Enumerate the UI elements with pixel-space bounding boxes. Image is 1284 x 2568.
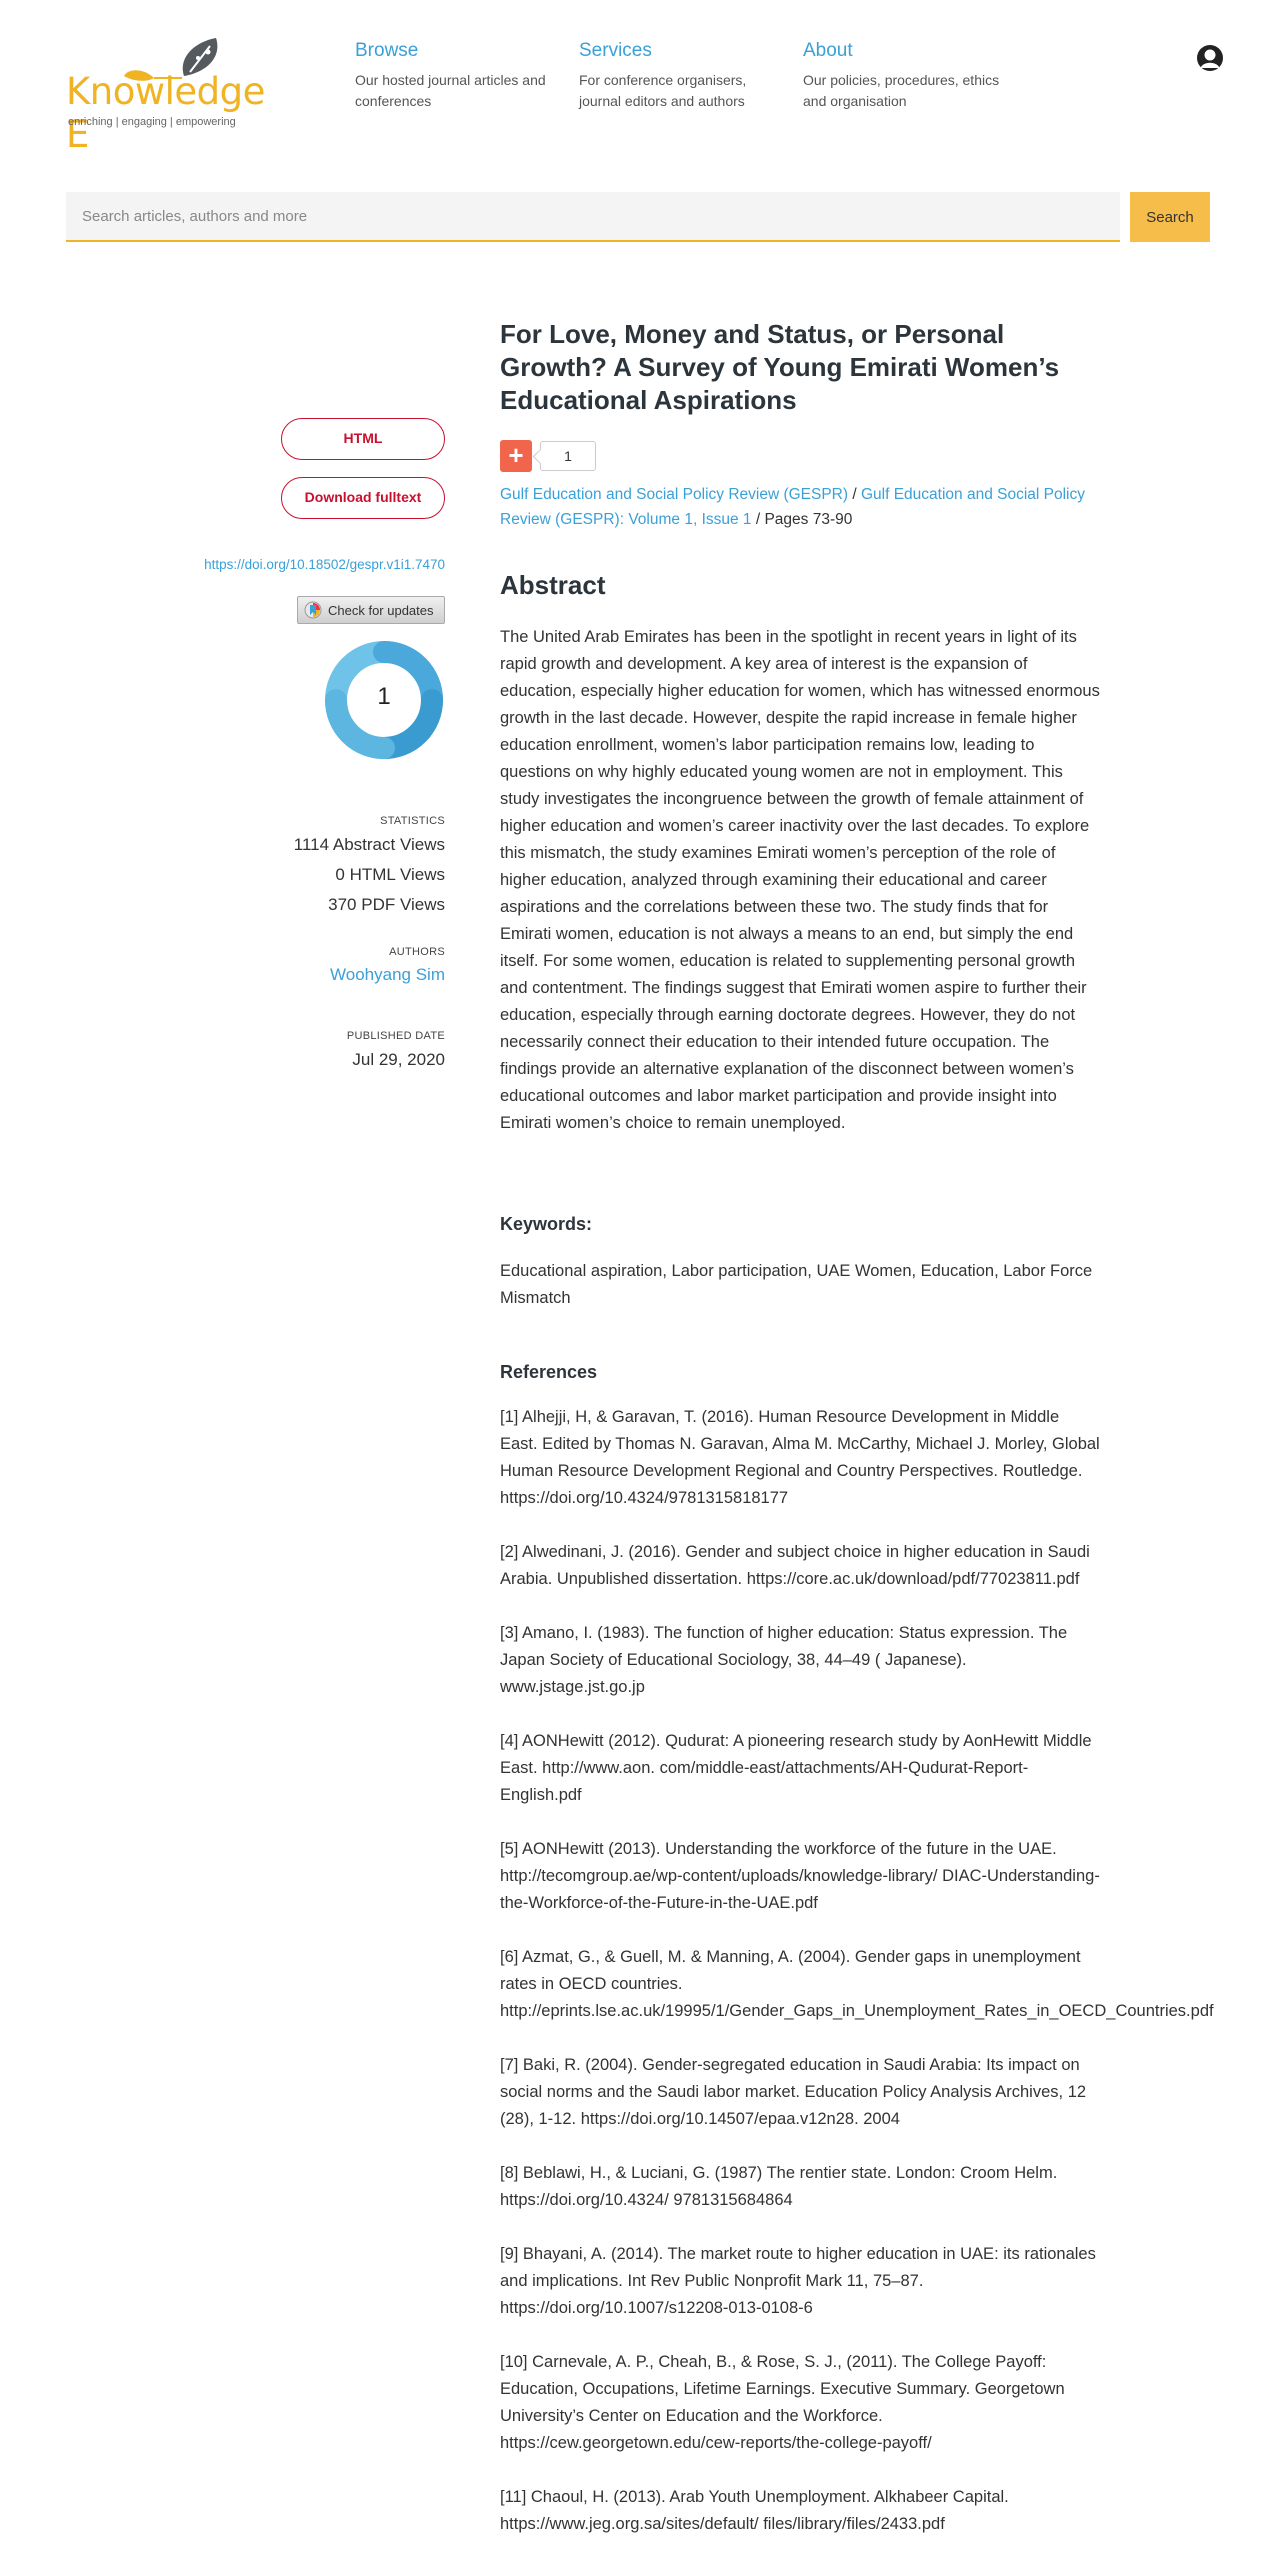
- user-icon[interactable]: [1196, 44, 1224, 72]
- nav-services-desc: For conference organisers, journal editors and authors: [579, 72, 747, 109]
- reference-item: [7] Baki, R. (2004). Gender-segregated education in Saudi Arabia: Its impact on social norms and the Saudi labor market. Education Policy Analysis Archives, 12 (28), 1-12. https://doi.org/10.14507/epaa.v12n28. 2004: [500, 2056, 1087, 2128]
- abstract-text: The United Arab Emirates has been in the spotlight in recent years in light of its rapid growth and development. A key area of interest is the expansion of education, especially higher education for women, which has witnessed enormous growth in the last decade. However, despite the rapid increase in female higher education enrollment, women’s labor participation remains low, leading to questions on why highly educated young women are not in employment. This study investigates the incongruence between the growth of female attainment of higher education and women’s career inactivity over the last decades. To explore this mismatch, the study examines Emirati women’s perception of the role of higher education, analyzed through examining their educational and career aspirations and the correlations between these two. The study finds that for Emirati women, education is not always a means to an end, but simply the end itself. For some women, education is related to supplementing personal growth and contentment. The findings suggest that Emirati women aspire to further their education, especially through earning doctorate degrees. However, they do not necessarily connect their education to their intended future occupation. The findings provide an alternative explanation of the disconnect between women’s educational outcomes and labor market participation and provide insight into Emirati women’s choice to remain unemployed.: [500, 628, 1100, 1132]
- reference-6-text: [6] Azmat, G., & Guell, M. & Manning, A. (2004). Gender gaps in unemployment rates in OECD countries.: [500, 1948, 1081, 1993]
- search-button[interactable]: Search: [1130, 192, 1210, 242]
- logo-tagline: enriching | engaging | empowering: [68, 116, 236, 128]
- reference-item: [1] Alhejji, H, & Garavan, T. (2016). Human Resource Development in Middle East. Edited by Thomas N. Garavan, Alma M. McCarthy, Michael J. Morley, Global Human Resource Development Regional and Country Perspectives. Routledge. https://doi.org/10.4324/9781315818177: [500, 1408, 1100, 1507]
- nav-services[interactable]: [579, 40, 779, 112]
- breadcrumb-journal-link[interactable]: Gulf Education and Social Policy Review (GESPR): [500, 486, 849, 503]
- reference-item: [8] Beblawi, H., & Luciani, G. (1987) The rentier state. London: Croom Helm. https://doi.org/10.4324/ 9781315684864: [500, 2164, 1058, 2209]
- reference-item: [2] Alwedinani, J. (2016). Gender and subject choice in higher education in Saudi Arabia. Unpublished dissertation. https://core.ac.uk/download/pdf/77023811.pdf: [500, 1543, 1090, 1588]
- reference-item: [500, 1944, 1270, 2025]
- published-date-label: PUBLISHED DATE: [346, 1030, 445, 1042]
- keywords-heading: Keywords:: [500, 1214, 593, 1234]
- html-button[interactable]: HTML: [281, 418, 445, 460]
- published-date: Jul 29, 2020: [352, 1050, 445, 1069]
- pdf-views: 370 PDF Views: [328, 895, 445, 914]
- references-list: [500, 1404, 1270, 2565]
- reference-item: [9] Bhayani, A. (2014). The market route to higher education in UAE: its rationales and implications. Int Rev Public Nonprofit Mark 11, 75–87. https://doi.org/10.1007/s12208-013-0108-6: [500, 2245, 1096, 2317]
- keywords-text: Educational aspiration, Labor participation, UAE Women, Education, Labor Force Mismatch: [500, 1262, 1093, 1307]
- abstract-views: 1114 Abstract Views: [293, 835, 445, 854]
- author-link[interactable]: Woohyang Sim: [330, 965, 445, 984]
- article-title: For Love, Money and Status, or Personal Growth? A Survey of Young Emirati Women’s Educational Aspirations: [500, 319, 1060, 415]
- reference-item: [4] AONHewitt (2012). Qudurat: A pioneering research study by AonHewitt Middle East. http://www.aon. com/middle-east/attachments/AH-Qudurat-Report-English.pdf: [500, 1732, 1092, 1804]
- authors-label: AUTHORS: [389, 946, 445, 958]
- breadcrumb-issue-link[interactable]: Gulf Education and Social Policy Review (GESPR): Volume 1, Issue 1: [500, 486, 1085, 528]
- reference-6-url: http://eprints.lse.ac.uk/19995/1/Gender_Gaps_in_Unemployment_Rates_in_OECD_Countries.pdf: [500, 2002, 1214, 2020]
- site-logo[interactable]: [66, 40, 265, 156]
- reference-item: [3] Amano, I. (1983). The function of higher education: Status expression. The Japan Society of Educational Sociology, 38, 44–49 ( Japanese). www.jstage.jst.go.jp: [500, 1624, 1068, 1696]
- references-heading: References: [500, 1362, 598, 1382]
- html-views: 0 HTML Views: [335, 865, 445, 884]
- nav-browse-title[interactable]: Browse: [355, 40, 419, 61]
- abstract-heading: Abstract: [500, 570, 606, 600]
- share-plus-icon[interactable]: +: [500, 440, 532, 472]
- nav-about[interactable]: [803, 40, 1003, 112]
- reference-item: [11] Chaoul, H. (2013). Arab Youth Unemployment. Alkhabeer Capital. https://www.jeg.org.sa/sites/default/ files/library/files/2433.pdf: [500, 2488, 1009, 2533]
- reference-item: [10] Carnevale, A. P., Cheah, B., & Rose, S. J., (2011). The College Payoff: Education, Occupations, Lifetime Earnings. Executive Summary. Georgetown University’s Center on Education and the Workforce. https://cew.georgetown.edu/cew-reports/the-college-payoff/: [500, 2353, 1065, 2452]
- statistics-label: STATISTICS: [380, 815, 445, 827]
- breadcrumb-separator: /: [848, 486, 861, 503]
- nav-services-title[interactable]: Services: [579, 40, 652, 61]
- nav-about-desc: Our policies, procedures, ethics and organisation: [803, 72, 1000, 109]
- check-for-updates-button[interactable]: [297, 596, 445, 624]
- share-count: 1: [540, 441, 596, 471]
- download-fulltext-button[interactable]: Download fulltext: [281, 477, 445, 519]
- breadcrumb-pages: / Pages 73-90: [751, 511, 853, 528]
- search-input[interactable]: [66, 192, 1120, 242]
- reference-item: [5] AONHewitt (2013). Understanding the workforce of the future in the UAE. http://tecomgroup.ae/wp-content/uploads/knowledge-library/ DIAC-Understanding-the-Workforce-of-the-Future-in-the-UAE.pdf: [500, 1840, 1100, 1912]
- logo-wordmark: Knowledge E: [66, 70, 265, 156]
- check-for-updates-label: Check for updates: [328, 602, 434, 618]
- crossmark-icon: [304, 601, 322, 619]
- breadcrumb: [500, 482, 1100, 532]
- doi-link[interactable]: https://doi.org/10.18502/gespr.v1i1.7470: [204, 557, 445, 572]
- nav-about-title[interactable]: About: [803, 40, 853, 61]
- altmetric-score: 1: [377, 683, 391, 710]
- nav-browse-desc: Our hosted journal articles and conferences: [355, 72, 546, 109]
- nav-browse[interactable]: [355, 40, 555, 112]
